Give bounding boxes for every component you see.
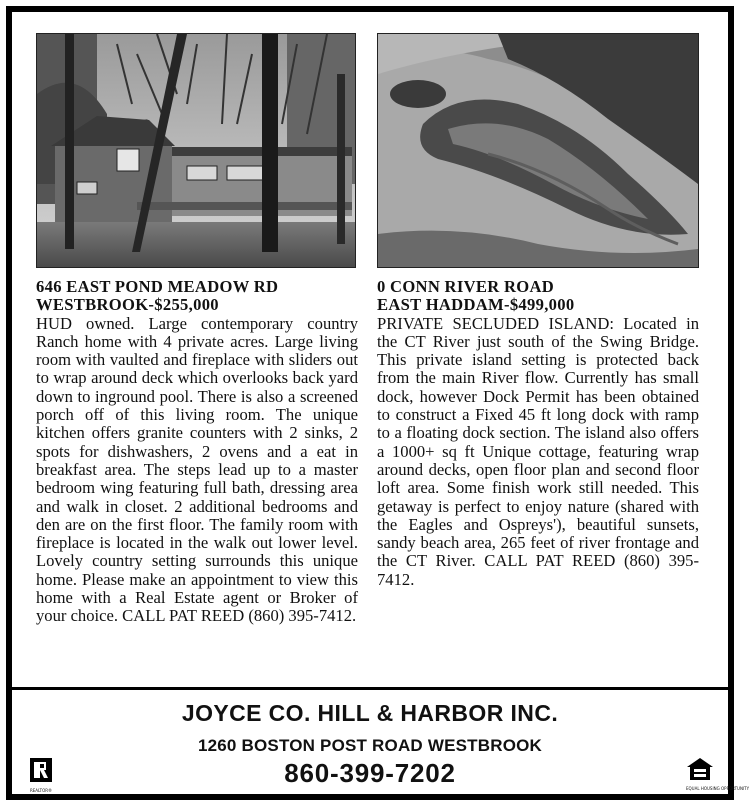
realtor-logo [28,757,54,793]
footer [6,690,749,794]
listing-westbrook [36,278,358,626]
company-phone: 860-399-7202 [284,758,456,788]
equal-housing-logo [686,757,749,791]
company-name: JOYCE CO. HILL & HARBOR INC. [181,700,559,726]
house-photo [36,33,356,268]
listing-town-price: WESTBROOK-$255,000 [36,295,219,315]
listing-description: PRIVATE SECLUDED ISLAND: Located in the CT River just south of the Swing Bridge. This private island setting is protected back from the main River flow. Currently has small dock, however Dock Permit has been obtained to construct a Fixed 45 ft long dock with ramp to a floating dock section. The island also offers a 1000+ sq ft Unique cottage, featuring wrap around decks, open floor plan and second floor loft area. Some finish work still needed. This getaway is perfect to enjoy nature (shared with the Eagles and Ospreys'), beautiful sunsets, sandy beach area, 265 feet of river frontage and the CT River. CALL PAT REED (860) 395-7412. [377,313,699,589]
equal-housing-caption: EQUAL HOUSING OPPORTUNITY [686,786,749,791]
listing-east-haddam [377,278,699,589]
listing-town-price: EAST HADDAM-$499,000 [377,295,575,315]
company-address: 1260 BOSTON POST ROAD WESTBROOK [197,736,543,755]
realtor-caption: REALTOR® [29,788,53,793]
realtor-icon [28,757,54,783]
aerial-island-photo [377,33,699,268]
listing-address: 646 EAST POND MEADOW RD [36,277,279,296]
listing-description: HUD owned. Large contemporary country Ranch home with 4 private acres. Large living room with vaulted and fireplace with sliders out to wrap around deck which overlooks back yard down to inground pool. There is also a screened porch off of this living room. The unique kitchen offers granite counters with 2 sinks, 2 spots for dishwashers, 2 ovens and a eat in breakfast area. The steps lead up to a master bedroom wing featuring full bath, dressing area and walk in closet. 2 additional bedrooms and den are on the first floor. The family room with fireplace is located in the walk out lower level. Lovely country setting surrounds this unique home. Please make an appointment to view this home with a Real Estate agent or Broker of your choice. CALL PAT REED (860) 395-7412. [36,313,358,626]
listing-address: 0 CONN RIVER ROAD [377,277,555,296]
equal-housing-icon [686,757,714,781]
